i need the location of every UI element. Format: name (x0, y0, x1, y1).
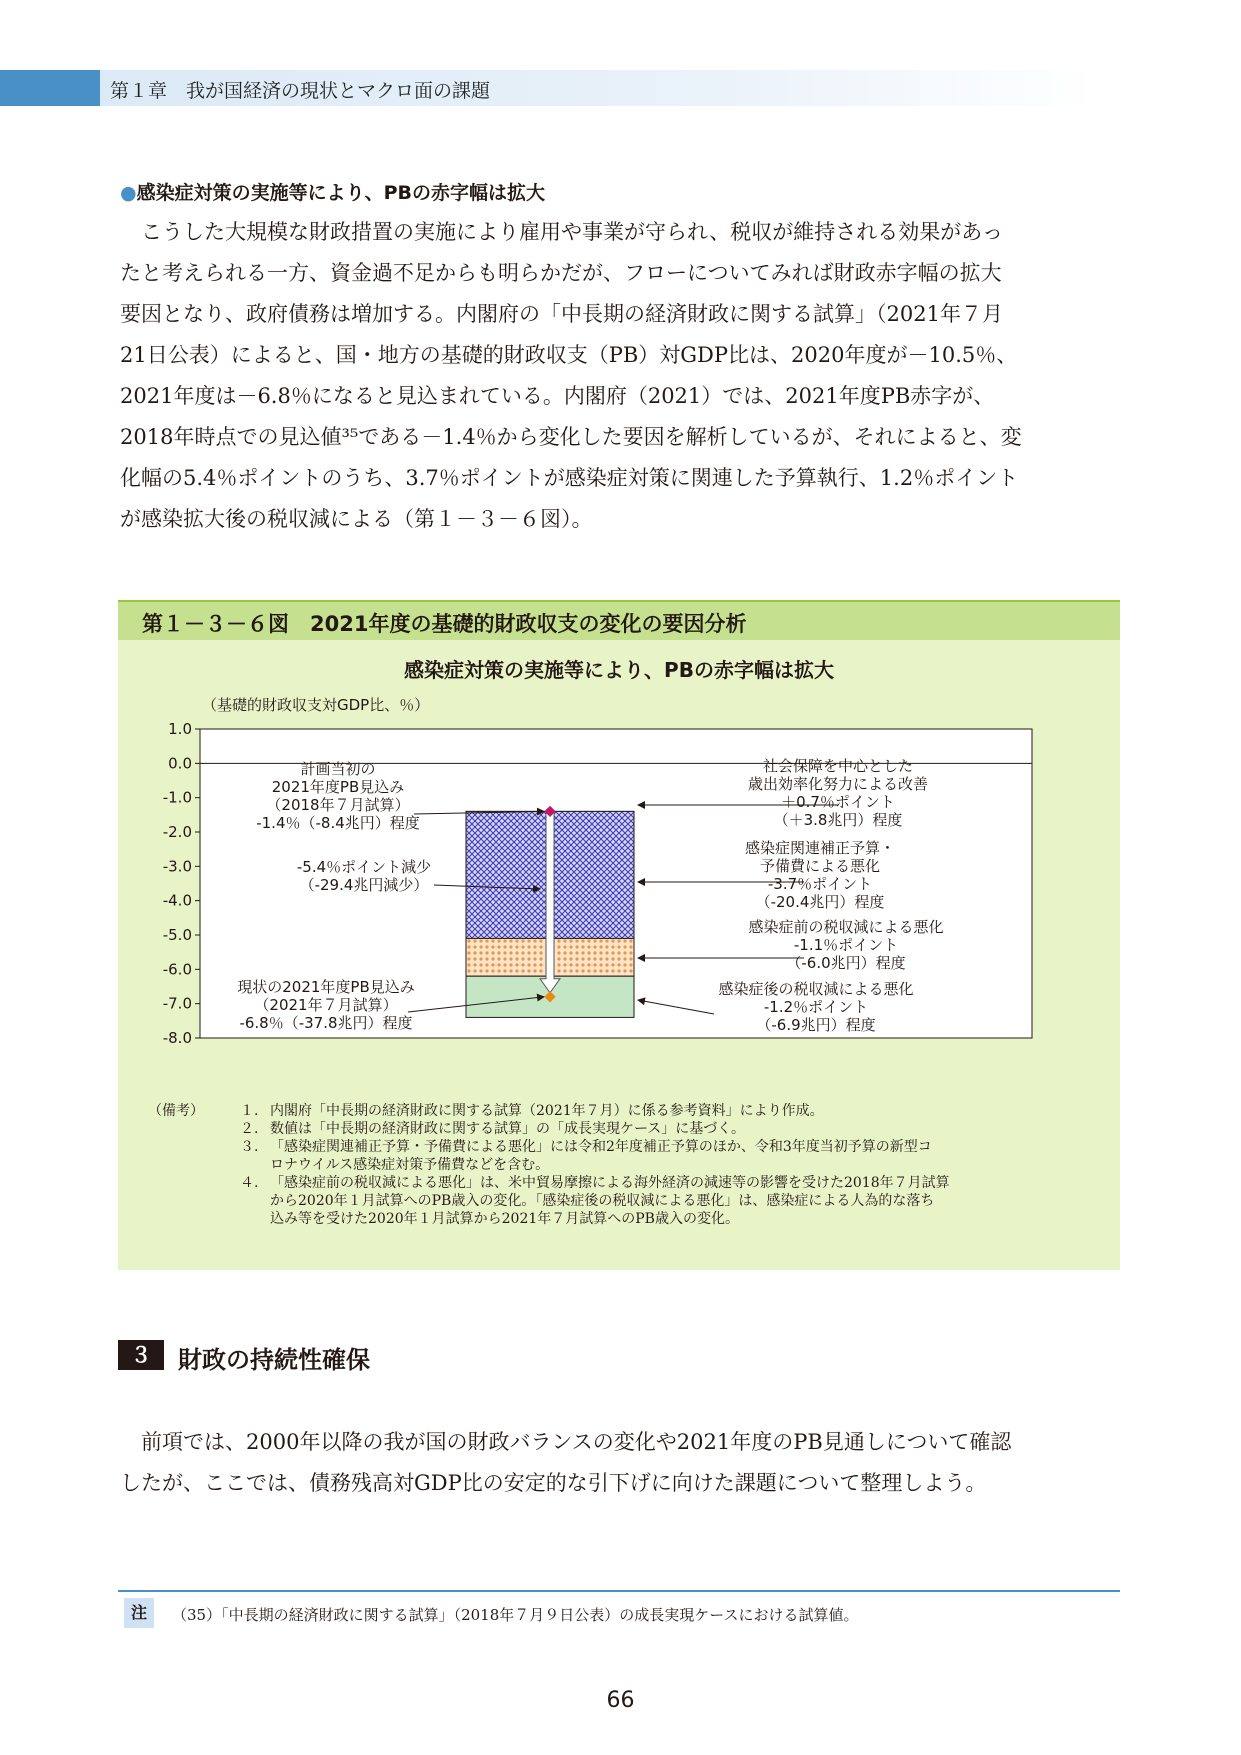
annotation-initial-pb-line: 計画当初の (300, 760, 376, 778)
annotation-spending-efficiency-line: 歳出効率化努力による改善 (747, 775, 929, 793)
note-line: から2020年１月試算へのPB歳入の変化。「感染症後の税収減による悪化」は、感染症による人為的な落ち (270, 1193, 935, 1209)
note-item (148, 1120, 1108, 1138)
annotation-initial-pb-line: -1.4％（-8.4兆円）程度 (256, 814, 420, 832)
note-line: 「感染症前の税収減による悪化」は、米中貿易摩擦による海外経済の減速等の影響を受けた2018年７月試算 (270, 1175, 950, 1191)
y-tick-label: -1.0 (162, 788, 192, 807)
paragraph-line: 2018年時点での見込値³⁵である－1.4％から変化した要因を解析しているが、それによると、変 (120, 425, 1022, 449)
note-item (148, 1138, 1108, 1174)
note-item (148, 1174, 1108, 1228)
annotation-total-change-line: （-29.4兆円減少） (299, 876, 429, 894)
bullet-icon: ● (120, 182, 137, 204)
figure-panel (118, 600, 1120, 1270)
note-line: 数値は「中長期の経済財政に関する試算」の「成長実現ケース」に基づく。 (270, 1121, 746, 1137)
annotation-spending-efficiency-line: 社会保障を中心とした (762, 757, 914, 775)
note-line: ロナウイルス感染症対策予備費などを含む。 (270, 1157, 550, 1173)
annotation-current-pb-line: （2021年７月試算） (254, 996, 398, 1014)
annotation-pre-covid-tax-line: （-6.0兆円）程度 (786, 954, 906, 972)
y-tick-label: 0.0 (168, 754, 192, 773)
paragraph-line: したが、ここでは、債務残高対GDP比の安定的な引下げに向けた課題について整理しよう。 (120, 1471, 987, 1495)
paragraph-line: 化幅の5.4％ポイントのうち、3.7％ポイントが感染症対策に関連した予算執行、1.2％ポイント (120, 466, 1019, 490)
paragraph-line: たと考えられる一方、資金過不足からも明らかだが、フローについてみれば財政赤字幅の拡大 (120, 261, 1002, 285)
note-number: ３. (240, 1139, 259, 1155)
section-heading (120, 178, 545, 205)
annotation-current-pb (237, 978, 415, 1032)
paragraph-line: 要因となり、政府債務は増加する。内閣府の「中長期の経済財政に関する試算」（2021年７月 (120, 302, 1003, 326)
figure-title: 第１－３－６図 2021年度の基礎的財政収支の変化の要因分析 (142, 612, 747, 636)
y-tick-label: -5.0 (162, 926, 192, 944)
annotation-current-pb-line: 現状の2021年度PB見込み (237, 978, 415, 996)
annotation-spending-efficiency-line: ＋0.7％ポイント (781, 793, 895, 811)
annotation-post-covid-tax-line: （-6.9兆円）程度 (756, 1016, 876, 1034)
annotation-pre-covid-tax-line: -1.1％ポイント (793, 936, 899, 954)
annotation-covid-budget-line: 予備費による悪化 (759, 857, 881, 875)
page-number: 66 (606, 1688, 635, 1713)
note-line: 「感染症関連補正予算・予備費による悪化」には令和2年度補正予算のほか、令和3年度当初予算の新型コ (270, 1139, 932, 1155)
y-tick-label: -4.0 (162, 891, 192, 910)
body-paragraph-1 (120, 212, 1120, 540)
paragraph-line: 2021年度は－6.8％になると見込まれている。内閣府（2021）では、2021年度PB赤字が、 (120, 384, 995, 408)
section-heading-text: 感染症対策の実施等により、PBの赤字幅は拡大 (136, 182, 546, 204)
note-number: ４. (240, 1175, 259, 1191)
chart-title: 感染症対策の実施等により、PBの赤字幅は拡大 (404, 658, 834, 682)
y-axis-label: （基礎的財政収支対GDP比、％） (202, 696, 430, 714)
paragraph-line: 21日公表）によると、国・地方の基礎的財政収支（PB）対GDP比は、2020年度が－10.5％、 (120, 343, 1018, 367)
footnote-label: 注 (124, 1598, 154, 1628)
annotation-current-pb-line: -6.8％（-37.8兆円）程度 (239, 1014, 413, 1032)
annotation-post-covid-tax-line: -1.2％ポイント (763, 998, 869, 1016)
annotation-pre-covid-tax-line: 感染症前の税収減による悪化 (748, 918, 944, 936)
note-line: 込み等を受けた2020年１月試算から2021年７月試算へのPB歳入の変化。 (270, 1211, 739, 1227)
body-paragraph-2 (120, 1422, 1120, 1504)
paragraph-line: 前項では、2000年以降の我が国の財政バランスの変化や2021年度のPB見通しについて確認 (141, 1430, 1012, 1454)
annotation-post-covid-tax-line: 感染症後の税収減による悪化 (718, 980, 914, 998)
annotation-initial-pb-line: （2018年７月試算） (266, 796, 410, 814)
y-tick-label: -8.0 (162, 1029, 192, 1047)
footnote-text: （35）「中長期の経済財政に関する試算」（2018年７月９日公表）の成長実現ケースにおける試算値。 (172, 1606, 859, 1624)
annotation-spending-efficiency-line: （＋3.8兆円）程度 (773, 811, 903, 829)
annotation-total-change-line: -5.4％ポイント減少 (296, 858, 432, 876)
y-tick-label: -6.0 (162, 960, 192, 979)
section-number-badge: ３ (118, 1340, 164, 1370)
annotation-covid-budget-line: （-20.4兆円）程度 (755, 893, 885, 911)
note-line: 内閣府「中長期の経済財政に関する試算（2021年７月）に係る参考資料」により作成。 (270, 1103, 824, 1119)
annotation-initial-pb-line: 2021年度PB見込み (271, 778, 405, 796)
section-title: 財政の持続性確保 (178, 1346, 370, 1374)
y-tick-label: -2.0 (162, 823, 192, 841)
chapter-title: 第１章 我が国経済の現状とマクロ面の課題 (110, 80, 491, 102)
figure-notes (148, 1102, 1108, 1228)
y-tick-label: -7.0 (162, 994, 192, 1013)
y-tick-label: 1.0 (168, 720, 192, 738)
paragraph-line: が感染拡大後の税収減による（第１－３－６図）。 (120, 507, 593, 531)
note-number: １. (240, 1103, 259, 1119)
note-number: ２. (240, 1121, 259, 1137)
y-tick-label: -3.0 (162, 857, 192, 876)
annotation-covid-budget-line: 感染症関連補正予算・ (744, 839, 896, 857)
notes-lead: （備考） (148, 1103, 204, 1119)
footnote-divider (118, 1590, 1120, 1592)
annotation-total-change (297, 858, 431, 894)
chapter-header-tab (0, 70, 100, 106)
annotation-covid-budget-line: -3.7％ポイント (767, 875, 873, 893)
paragraph-line: こうした大規模な財政措置の実施により雇用や事業が守られ、税収が維持される効果があっ (141, 220, 1004, 244)
waterfall-chart (118, 602, 1120, 1102)
note-item (148, 1102, 1108, 1120)
